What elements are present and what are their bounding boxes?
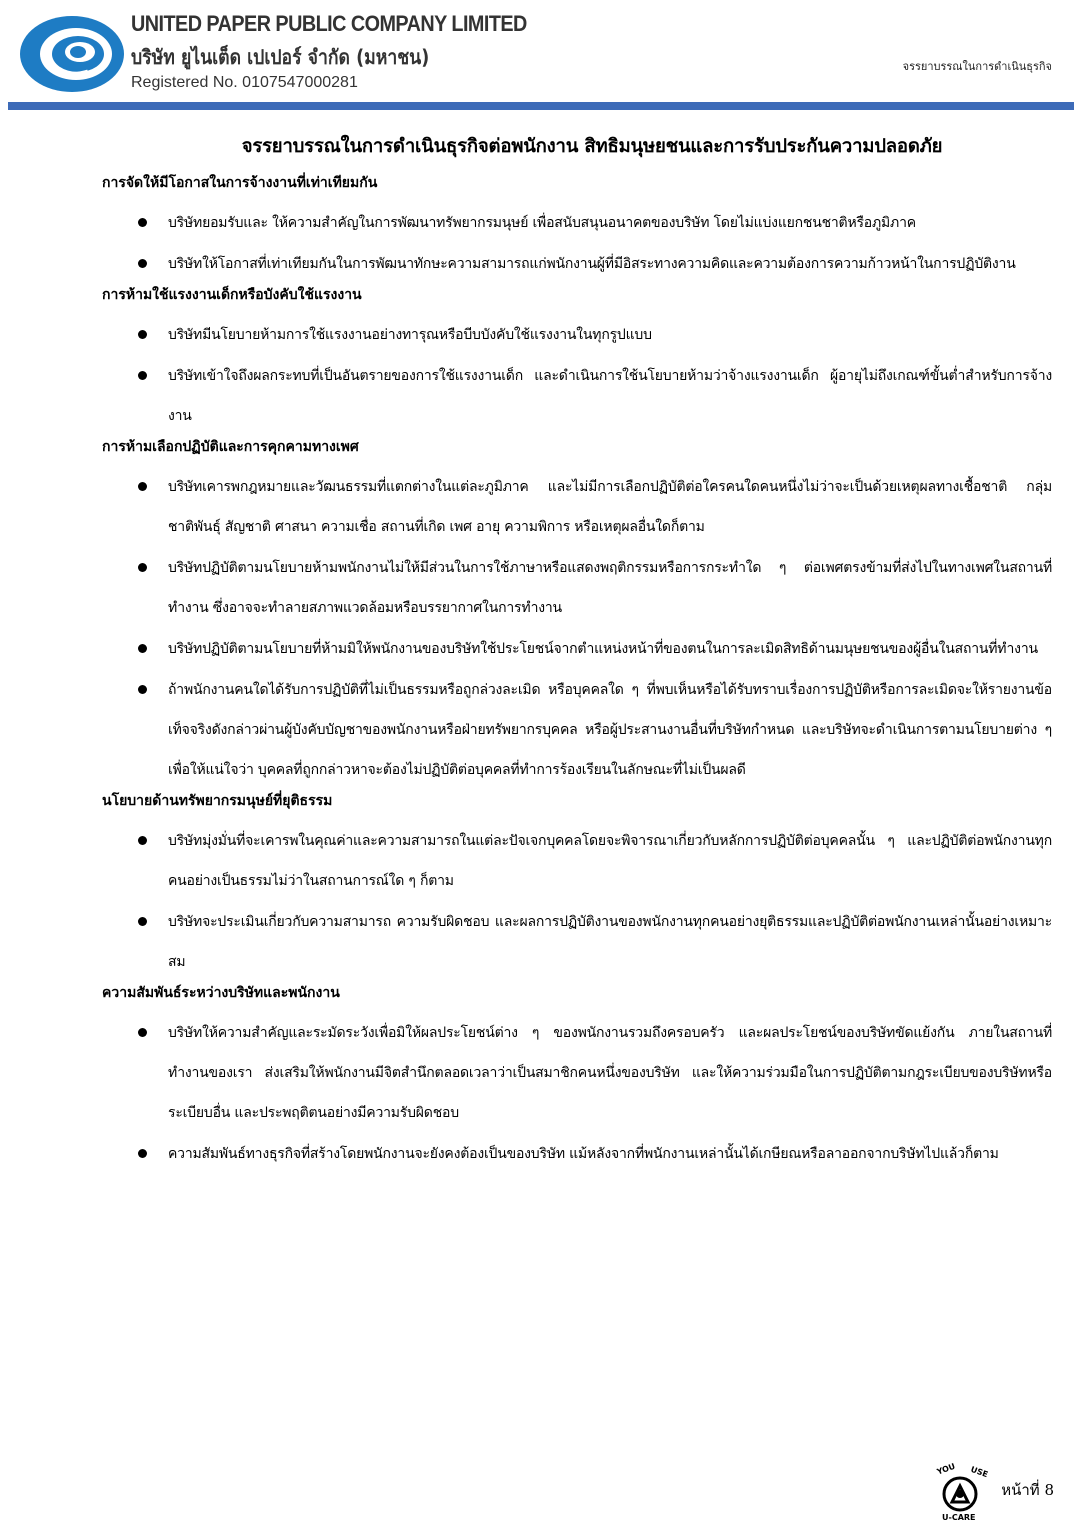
bullet-dot-icon: [138, 644, 147, 653]
bullet-text: บริษัทปฏิบัติตามนโยบายห้ามพนักงานไม่ให้มีส่วนในการใช้ภาษาหรือแสดงพฤติกรรมหรือการกระทำใด ๆ ต่อเพศตรงข้ามที่ส่งไปในทางเพศในสถานที่ทำงาน ซึ่งอาจจะทำลายสภาพแวดล้อมหรือบรรยากาศในการทำงาน: [168, 560, 1052, 616]
bullet-item: [102, 315, 1052, 355]
section: [102, 285, 1052, 436]
bullet-list: [102, 1013, 1052, 1174]
document-title: จรรยาบรรณในการดำเนินธุรกิจต่อพนักงาน สิทธิมนุษยชนและการรับประกันความปลอดภัย: [241, 136, 943, 157]
section-heading: การห้ามใช้แรงงานเด็กหรือบังคับใช้แรงงาน: [102, 287, 362, 303]
bullet-dot-icon: [138, 482, 147, 491]
document-category: จรรยาบรรณในการดำเนินธุรกิจ: [902, 60, 1052, 73]
bullet-list: [102, 467, 1052, 790]
bullet-dot-icon: [138, 917, 147, 926]
bullet-item: [102, 548, 1052, 628]
bullet-list: [102, 315, 1052, 436]
bullet-item: [102, 670, 1052, 790]
section: [102, 173, 1052, 284]
bullet-text: ความสัมพันธ์ทางธุรกิจที่สร้างโดยพนักงานจะยังคงต้องเป็นของบริษัท แม้หลังจากที่พนักงานเหล่านั้นได้เกษียณหรือลาออกจากบริษัทไปแล้วก็ตาม: [168, 1146, 999, 1162]
company-name-en: UNITED PAPER PUBLIC COMPANY LIMITED: [131, 11, 527, 36]
bullet-text: บริษัทปฏิบัติตามนโยบายที่ห้ามมิให้พนักงานของบริษัทใช้ประโยชน์จากตำแหน่งหน้าที่ของตนในการละเมิดสิทธิด้านมนุษยชนของผู้อื่นในสถานที่ทำงาน: [168, 641, 1038, 657]
bullet-dot-icon: [138, 218, 147, 227]
bullet-dot-icon: [138, 371, 147, 380]
registration-number: Registered No. 0107547000281: [131, 74, 358, 91]
section: [102, 437, 1052, 790]
svg-text:U-CARE: U-CARE: [942, 1513, 976, 1522]
bullet-dot-icon: [138, 563, 147, 572]
bullet-item: [102, 902, 1052, 982]
document-body: [102, 132, 1052, 1175]
section-heading: ความสัมพันธ์ระหว่างบริษัทและพนักงาน: [102, 985, 340, 1001]
company-logo: [18, 14, 126, 94]
header-rule: [8, 102, 1074, 110]
page-number: หน้าที่ 8: [1001, 1481, 1054, 1499]
bullet-item: [102, 1134, 1052, 1174]
you-use-u-care-badge: [930, 1462, 990, 1522]
bullet-text: บริษัทเคารพกฎหมายและวัฒนธรรมที่แตกต่างในแต่ละภูมิภาค และไม่มีการเลือกปฏิบัติต่อใครคนใดคนหนึ่งไม่ว่าจะเป็นด้วยเหตุผลทางเชื้อชาติ กลุ่มชาติพันธุ์ สัญชาติ ศาสนา ความเชื่อ สถานที่เกิด เพศ อายุ ความพิการ หรือเหตุผลอื่นใดก็ตาม: [168, 479, 1052, 535]
company-name-th: บริษัท ยูไนเต็ด เปเปอร์ จำกัด (มหาชน): [131, 45, 430, 69]
bullet-text: บริษัทยอมรับและ ให้ความสำคัญในการพัฒนาทรัพยากรมนุษย์ เพื่อสนับสนุนอนาคตของบริษัท โดยไม่แบ่งแยกชนชาติหรือภูมิภาค: [168, 215, 916, 231]
bullet-text: บริษัทมีนโยบายห้ามการใช้แรงงานอย่างทารุณหรือบีบบังคับใช้แรงงานในทุกรูปแบบ: [168, 327, 652, 343]
bullet-text: บริษัทมุ่งมั่นที่จะเคารพในคุณค่าและความสามารถในแต่ละปัจเจกบุคคลโดยจะพิจารณาเกี่ยวกับหลักการปฏิบัติต่อบุคคลนั้น ๆ และปฏิบัติต่อพนักงานทุกคนอย่างเป็นธรรมไม่ว่าในสถานการณ์ใด ๆ ก็ตาม: [168, 833, 1052, 889]
sections-container: [102, 173, 1052, 1174]
bullet-text: บริษัทจะประเมินเกี่ยวกับความสามารถ ความรับผิดชอบ และผลการปฏิบัติงานของพนักงานทุกคนอย่างยุติธรรมและปฏิบัติต่อพนักงานเหล่านั้นอย่างเหมาะสม: [168, 914, 1052, 970]
bullet-dot-icon: [138, 1028, 147, 1037]
bullet-text: บริษัทให้โอกาสที่เท่าเทียมกันในการพัฒนาทักษะความสามารถแก่พนักงานผู้ที่มีอิสระทางความคิดและความต้องการความก้าวหน้าในการปฏิบัติงาน: [168, 256, 1016, 272]
bullet-list: [102, 203, 1052, 284]
bullet-dot-icon: [138, 330, 147, 339]
bullet-item: [102, 244, 1052, 284]
bullet-item: [102, 203, 1052, 243]
svg-text:USE: USE: [969, 1464, 990, 1480]
section-heading: การห้ามเลือกปฏิบัติและการคุกคามทางเพศ: [102, 439, 359, 455]
bullet-dot-icon: [138, 1149, 147, 1158]
bullet-item: [102, 1013, 1052, 1133]
section-heading: การจัดให้มีโอกาสในการจ้างงานที่เท่าเทียมกัน: [102, 175, 378, 191]
bullet-dot-icon: [138, 685, 147, 694]
bullet-item: [102, 821, 1052, 901]
bullet-item: [102, 629, 1052, 669]
bullet-item: [102, 356, 1052, 436]
bullet-text: บริษัทเข้าใจถึงผลกระทบที่เป็นอันตรายของการใช้แรงงานเด็ก และดำเนินการใช้นโยบายห้ามว่าจ้างแรงงานเด็ก ผู้อายุไม่ถึงเกณฑ์ขั้นต่ำสำหรับการจ้างงาน: [168, 368, 1052, 424]
bullet-dot-icon: [138, 836, 147, 845]
section: [102, 983, 1052, 1174]
section: [102, 791, 1052, 982]
bullet-text: ถ้าพนักงานคนใดได้รับการปฏิบัติที่ไม่เป็นธรรมหรือถูกล่วงละเมิด หรือบุคคลใด ๆ ที่พบเห็นหรือได้รับทราบเรื่องการปฏิบัติหรือการละเมิดจะให้รายงานข้อเท็จจริงดังกล่าวผ่านผู้บังคับบัญชาของพนักงานหรือฝ่ายทรัพยากรบุคคล หรือผู้ประสานงานอื่นที่บริษัทกำหนด และบริษัทจะดำเนินการตามนโยบายต่าง ๆ เพื่อให้แน่ใจว่า บุคคลที่ถูกกล่าวหาจะต้องไม่ปฏิบัติต่อบุคคลที่ทำการร้องเรียนในลักษณะที่ไม่เป็นผลดี: [168, 682, 1052, 778]
svg-text:YOU: YOU: [935, 1462, 957, 1477]
section-heading: นโยบายด้านทรัพยากรมนุษย์ที่ยุติธรรม: [102, 793, 333, 809]
bullet-text: บริษัทให้ความสำคัญและระมัดระวังเพื่อมิให้ผลประโยชน์ต่าง ๆ ของพนักงานรวมถึงครอบครัว และผลประโยชน์ของบริษัทขัดแย้งกัน ภายในสถานที่ทำงานของเรา ส่งเสริมให้พนักงานมีจิตสำนึกตลอดเวลาว่าเป็นสมาชิกคนหนึ่งของบริษัท และให้ความร่วมมือในการปฏิบัติตามกฎระเบียบของบริษัทหรือระเบียบอื่น และประพฤติตนอย่างมีความรับผิดชอบ: [168, 1025, 1052, 1121]
bullet-list: [102, 821, 1052, 982]
bullet-dot-icon: [138, 259, 147, 268]
bullet-item: [102, 467, 1052, 547]
